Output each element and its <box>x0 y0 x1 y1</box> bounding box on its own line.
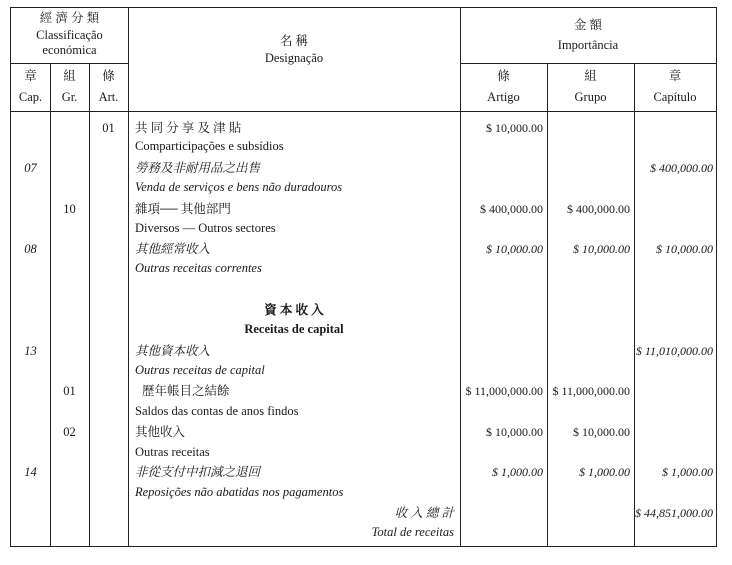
gr-header-zh: 組 <box>63 69 76 83</box>
row-designation-pt: Outras receitas de capital <box>135 363 265 377</box>
row-artigo-amount: $ 10,000.00 <box>486 121 543 135</box>
cap-header-zh: 章 <box>24 69 37 83</box>
total-label-zh: 收 入 總 計 <box>394 506 454 520</box>
row-designation-zh: 歷年帳目之結餘 <box>142 384 230 398</box>
header-bottom-line <box>11 111 716 112</box>
row-gr-code: 02 <box>63 425 76 439</box>
row-designation-zh: 共 同 分 享 及 津 貼 <box>135 121 242 135</box>
grupo-header-pt: Grupo <box>574 90 607 104</box>
row-designation-pt: Outras receitas <box>135 445 210 459</box>
classification-pt-1: Classificação <box>36 28 103 42</box>
capitulo-header-zh: 章 <box>668 69 682 83</box>
row-artigo-amount: $ 400,000.00 <box>480 202 543 216</box>
designation-header-pt: Designação <box>264 51 324 65</box>
classification-zh: 經 濟 分 類 <box>39 11 100 25</box>
row-gr-code: 10 <box>63 202 76 216</box>
row-capitulo-amount: $ 10,000.00 <box>656 242 713 256</box>
section-heading-pt: Receitas de capital <box>244 322 344 336</box>
row-designation-zh: 其他經常收入 <box>135 242 211 256</box>
amount-header-pt: Importância <box>557 38 619 52</box>
total-label-pt: Total de receitas <box>371 525 454 539</box>
cap-header-pt: Cap. <box>18 90 43 104</box>
row-designation-pt: Comparticipações e subsídios <box>135 139 284 153</box>
section-heading-zh: 資 本 收 入 <box>264 303 324 317</box>
row-capitulo-amount: $ 11,010,000.00 <box>635 344 713 358</box>
row-artigo-amount: $ 10,000.00 <box>486 425 543 439</box>
row-cap-code: 14 <box>24 465 37 479</box>
row-artigo-amount: $ 1,000.00 <box>492 465 543 479</box>
row-capitulo-amount: $ 400,000.00 <box>650 161 713 175</box>
designation-header-zh: 名 稱 <box>279 34 309 48</box>
capitulo-header-pt: Capítulo <box>653 90 697 104</box>
row-designation-pt: Reposições não abatidas nos pagamentos <box>135 485 344 499</box>
header-subdivider-left <box>11 63 128 64</box>
row-designation-zh: 其他資本收入 <box>135 344 211 358</box>
row-grupo-amount: $ 10,000.00 <box>573 242 630 256</box>
row-designation-pt: Diversos — Outros sectores <box>135 221 276 235</box>
row-artigo-amount: $ 10,000.00 <box>486 242 543 256</box>
row-cap-code: 13 <box>24 344 37 358</box>
row-designation-pt: Saldos das contas de anos findos <box>135 404 299 418</box>
row-designation-zh: 雜項── 其他部門 <box>135 202 231 216</box>
row-art-code: 01 <box>102 121 115 135</box>
revenue-table <box>10 7 717 547</box>
row-cap-code: 07 <box>24 161 37 175</box>
row-grupo-amount: $ 10,000.00 <box>573 425 630 439</box>
classification-pt-2: económica <box>42 43 97 57</box>
row-designation-pt: Venda de serviços e bens não duradouros <box>135 180 343 194</box>
row-cap-code: 08 <box>24 242 37 256</box>
header-subdivider-right <box>460 63 716 64</box>
row-designation-zh: 勞務及非耐用品之出售 <box>135 161 261 175</box>
row-grupo-amount: $ 1,000.00 <box>579 465 630 479</box>
amount-header-zh: 金 額 <box>573 18 603 32</box>
art-header-pt: Art. <box>98 90 119 104</box>
row-grupo-amount: $ 400,000.00 <box>567 202 630 216</box>
row-designation-zh: 其他收入 <box>135 425 186 439</box>
grupo-header-zh: 組 <box>584 69 597 83</box>
artigo-header-zh: 條 <box>497 69 510 83</box>
row-designation-pt: Outras receitas correntes <box>135 261 262 275</box>
row-artigo-amount: $ 11,000,000.00 <box>465 384 543 398</box>
row-gr-code: 01 <box>63 384 76 398</box>
artigo-header-pt: Artigo <box>487 90 520 104</box>
row-designation-zh: 非從支付中扣減之退回 <box>135 465 261 479</box>
col-divider-art <box>128 8 129 547</box>
row-capitulo-amount: $ 1,000.00 <box>662 465 713 479</box>
total-capitulo-amount: $ 44,851,000.00 <box>635 506 713 520</box>
art-header-zh: 條 <box>102 69 115 83</box>
gr-header-pt: Gr. <box>61 90 78 104</box>
row-grupo-amount: $ 11,000,000.00 <box>552 384 630 398</box>
col-divider-cap-body <box>50 111 51 547</box>
